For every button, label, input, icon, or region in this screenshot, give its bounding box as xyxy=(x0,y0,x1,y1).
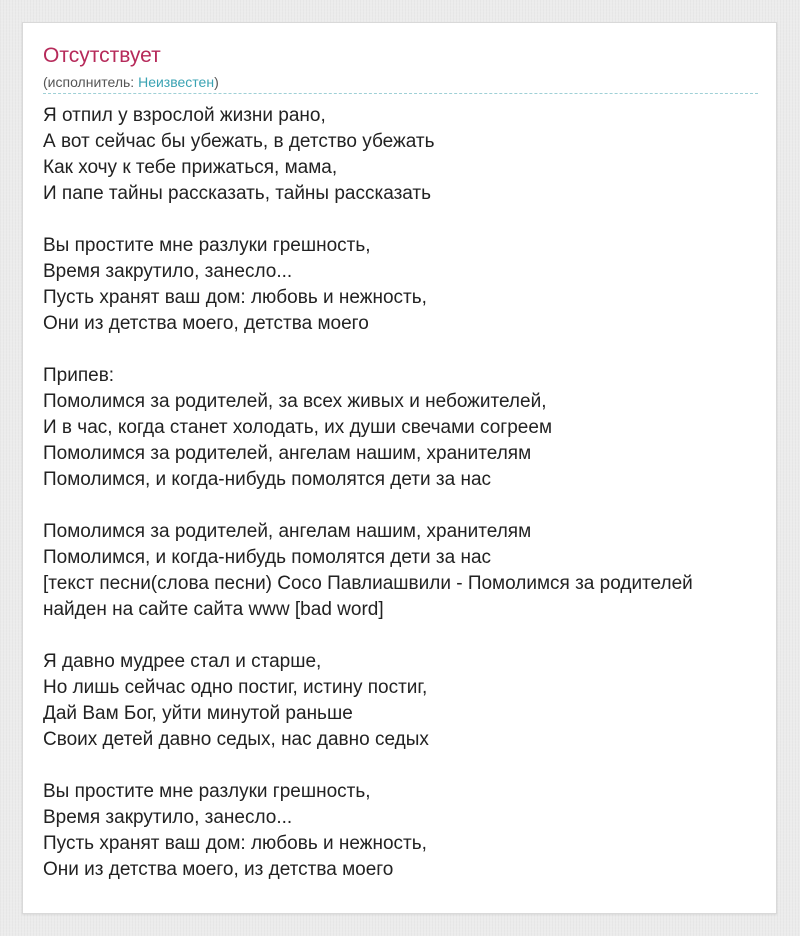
lyrics-line: Помолимся, и когда-нибудь помолятся дети за нас xyxy=(43,469,492,490)
artist-suffix: ) xyxy=(214,74,219,90)
header-divider xyxy=(43,93,758,94)
song-header xyxy=(43,43,758,91)
lyrics-line: Они из детства моего, детства моего xyxy=(43,313,369,334)
lyrics-line: Помолимся за родителей, за всех живых и небожителей, xyxy=(43,391,547,412)
lyrics-stanza xyxy=(43,363,758,493)
lyrics-line: Пусть хранят ваш дом: любовь и нежность, xyxy=(43,287,427,308)
lyrics-stanza xyxy=(43,649,758,753)
lyrics-stanza xyxy=(43,233,758,337)
lyrics-line: Вы простите мне разлуки грешность, xyxy=(43,235,371,256)
lyrics-line: Помолимся, и когда-нибудь помолятся дети за нас xyxy=(43,547,492,568)
lyrics-line: [текст песни(слова песни) Сосо Павлиашвили - Помолимся за родителей xyxy=(43,573,693,594)
lyrics-line: А вот сейчас бы убежать, в детство убежать xyxy=(43,131,435,152)
lyrics-line: Время закрутило, занесло... xyxy=(43,807,293,828)
lyrics-line: Они из детства моего, из детства моего xyxy=(43,859,394,880)
lyrics-line: Пусть хранят ваш дом: любовь и нежность, xyxy=(43,833,427,854)
lyrics-line: И папе тайны рассказать, тайны рассказать xyxy=(43,183,432,204)
lyrics-line: Дай Вам Бог, уйти минутой раньше xyxy=(43,703,353,724)
song-title: Отсутствует xyxy=(43,44,161,67)
lyrics-line: Помолимся за родителей, ангелам нашим, хранителям xyxy=(43,521,532,542)
lyrics-line: Припев: xyxy=(43,365,115,386)
lyrics-line: найден на сайте сайта www [bad word] xyxy=(43,599,384,620)
lyrics-line: Своих детей давно седых, нас давно седых xyxy=(43,729,429,750)
lyrics-stanza xyxy=(43,779,758,883)
lyrics-stanza xyxy=(43,519,758,623)
lyrics-line: Вы простите мне разлуки грешность, xyxy=(43,781,371,802)
lyrics-line: Я давно мудрее стал и старше, xyxy=(43,651,322,672)
artist-line xyxy=(43,73,758,91)
lyrics-line: Я отпил у взрослой жизни рано, xyxy=(43,105,326,126)
lyrics-body xyxy=(43,103,758,909)
lyrics-card xyxy=(22,22,777,914)
artist-name-link[interactable]: Неизвестен xyxy=(138,74,215,90)
lyrics-line: Время закрутило, занесло... xyxy=(43,261,293,282)
artist-prefix: (исполнитель: xyxy=(43,74,139,90)
lyrics-stanza xyxy=(43,103,758,207)
lyrics-line: И в час, когда станет холодать, их души свечами согреем xyxy=(43,417,553,438)
lyrics-line: Как хочу к тебе прижаться, мама, xyxy=(43,157,338,178)
lyrics-line: Но лишь сейчас одно постиг, истину постиг, xyxy=(43,677,428,698)
lyrics-line: Помолимся за родителей, ангелам нашим, хранителям xyxy=(43,443,532,464)
